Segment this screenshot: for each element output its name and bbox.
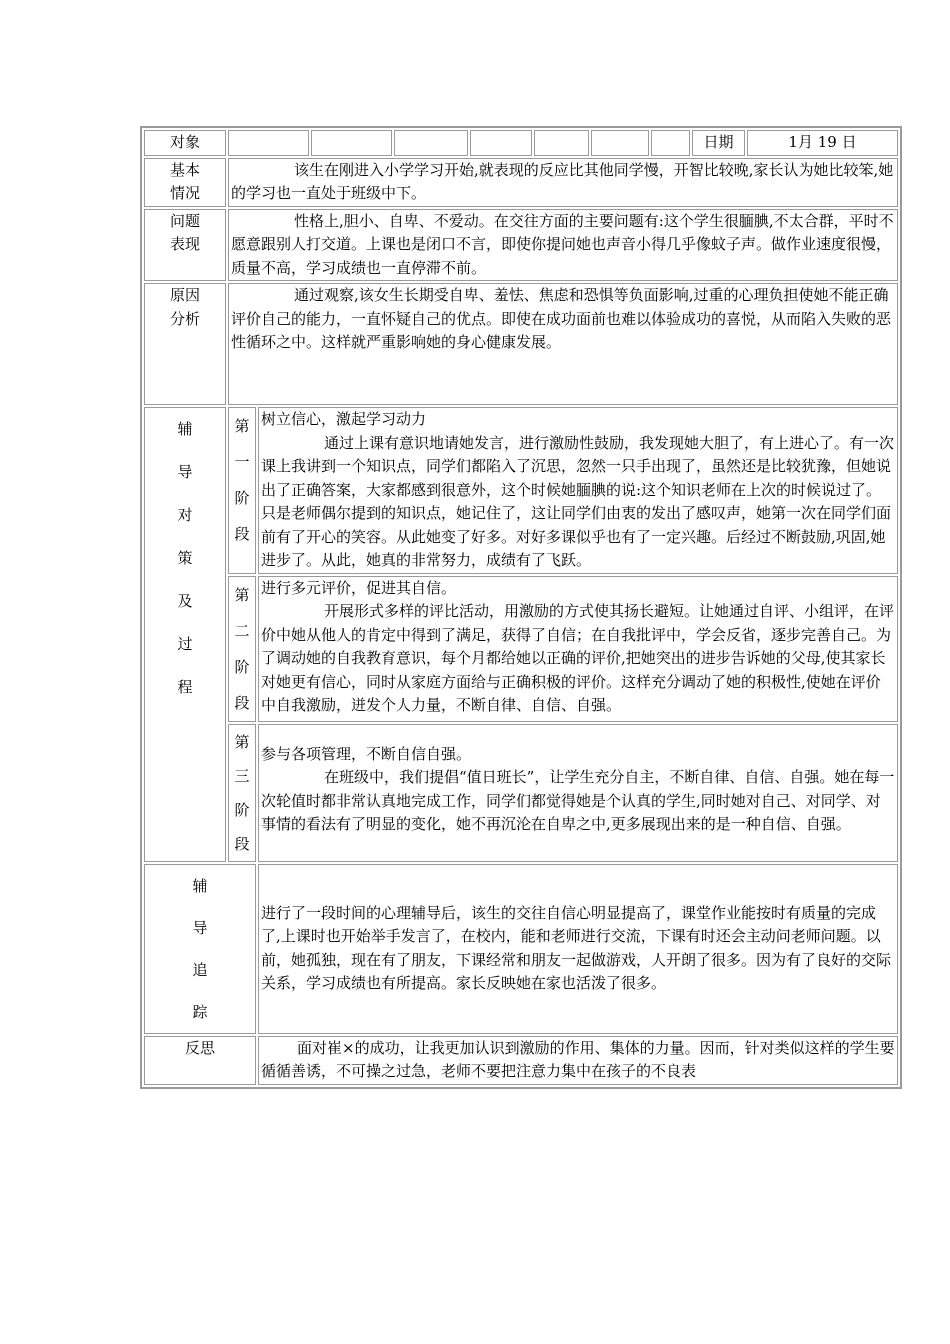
- problem-row: [144, 209, 898, 282]
- blank-cell: [534, 130, 589, 156]
- header-row: [144, 130, 898, 156]
- stage-2-title: 进行多元评价，促进其自信。: [261, 578, 457, 597]
- stage-2-content: [258, 576, 898, 722]
- tracking-row: [144, 864, 898, 1034]
- blank-cell: [394, 130, 468, 156]
- object-name-cell: [228, 130, 309, 156]
- basic-text: 该生在刚进入小学学习开始,就表现的反应比其他同学慢，开智比较晚,家长认为她比较笨,她的学习也一直处于班级中下。: [228, 158, 898, 207]
- blank-cell: [591, 130, 649, 156]
- stage-2-label: 第 二 阶 段: [228, 576, 256, 722]
- blank-cell: [470, 130, 532, 156]
- stage-3-row: [144, 724, 898, 862]
- reflection-label: 反思: [144, 1036, 256, 1085]
- basic-row: [144, 158, 898, 207]
- stage-2-text: 开展形式多样的评比活动，用激励的方式使其扬长避短。让她通过自评、小组评，在评价中她从他人的肯定中得到了满足，获得了自信；在自我批评中，学会反省，逐步完善自己。为了调动她的自我教育意识，每个月都给她以正确的评价,把她突出的进步告诉她的父母,使其家长对她更有信心，同时从家庭方面给与正确积极的评价。这样充分调动了她的积极性,使她在评价中自我激励，迸发个人力量，不断自律、自信、自强。: [261, 602, 895, 714]
- stage-1-title: 树立信心，激起学习动力: [261, 410, 427, 428]
- problem-label: 问题 表现: [144, 209, 226, 282]
- stage-3-label: 第 三 阶 段: [228, 724, 256, 862]
- problem-text: 性格上,胆小、自卑、不爱动。在交往方面的主要问题有:这个学生很腼腆,不太合群，平时不愿意跟别人打交道。上课也是闭口不言，即使你提问她也声音小得几乎像蚊子声。做作业速度很慢，质量不高，学习成绩也一直停滞不前。: [228, 209, 898, 282]
- reflection-text: 面对崔×的成功，让我更加认识到激励的作用、集体的力量。因而，针对类似这样的学生要循循善诱，不可操之过急，老师不要把注意力集中在孩子的不良表: [258, 1036, 898, 1085]
- date-label: 日期: [692, 130, 745, 156]
- stage-1-text: 通过上课有意识地请她发言，进行激励性鼓励，我发现她大胆了，有上进心了。有一次课上我讲到一个知识点，同学们都陷入了沉思，忽然一只手出现了，虽然还是比较犹豫，但她说出了正确答案，大家都感到很意外，这个时候她腼腆的说:这个知识老师在上次的时候说过了。只是老师偶尔提到的知识点，她记住了，这让同学们由衷的发出了感叹声，她第一次在同学们面前有了开心的笑容。从此她变了好多。对好多课似乎也有了一定兴趣。后经过不断鼓励,巩固,她进步了。从此，她真的非常努力，成绩有了飞跃。: [261, 433, 895, 569]
- reflection-row: [144, 1036, 898, 1085]
- counseling-record-table: [140, 126, 902, 1089]
- date-value: 1月 19 日: [747, 130, 898, 156]
- stage-1-label: 第 一 阶 段: [228, 407, 256, 574]
- stage-1-content: [258, 407, 898, 574]
- guidance-label: 辅 导 对 策 及 过 程: [144, 407, 226, 862]
- stage-3-content: [258, 724, 898, 862]
- tracking-text: 进行了一段时间的心理辅导后，该生的交往自信心明显提高了，课堂作业能按时有质量的完成了,上课时也开始举手发言了，在校内，能和老师进行交流，下课有时还会主动问老师问题。以前，她孤独，现在有了朋友，下课经常和朋友一起做游戏，人开朗了很多。因为有了良好的交际关系，学习成绩也有所提高。家长反映她在家也活泼了很多。: [258, 864, 898, 1034]
- cause-text: 通过观察,该女生长期受自卑、羞怯、焦虑和恐惧等负面影响,过重的心理负担使她不能正确评价自己的能力，一直怀疑自己的优点。即使在成功面前也难以体验成功的喜悦，从而陷入失败的恶性循环之中。这样就严重影响她的身心健康发展。: [228, 283, 898, 405]
- blank-cell: [651, 130, 690, 156]
- cause-label: 原因 分析: [144, 283, 226, 405]
- object-label: 对象: [144, 130, 226, 156]
- blank-cell: [311, 130, 392, 156]
- stage-2-row: [144, 576, 898, 722]
- tracking-label: 辅 导 追 踪: [144, 864, 256, 1034]
- stage-3-title: 参与各项管理，不断自信自强。: [261, 744, 472, 763]
- stage-1-row: [144, 407, 898, 574]
- basic-label: 基本 情况: [144, 158, 226, 207]
- cause-row: [144, 283, 898, 405]
- stage-3-text: 在班级中，我们提倡“值日班长”，让学生充分自主，不断自律、自信、自强。她在每一次轮值时都非常认真地完成工作，同学们都觉得她是个认真的学生,同时她对自己、对同学、对事情的看法有了明显的变化，她不再沉沦在自卑之中,更多展现出来的是一种自信、自强。: [261, 768, 895, 833]
